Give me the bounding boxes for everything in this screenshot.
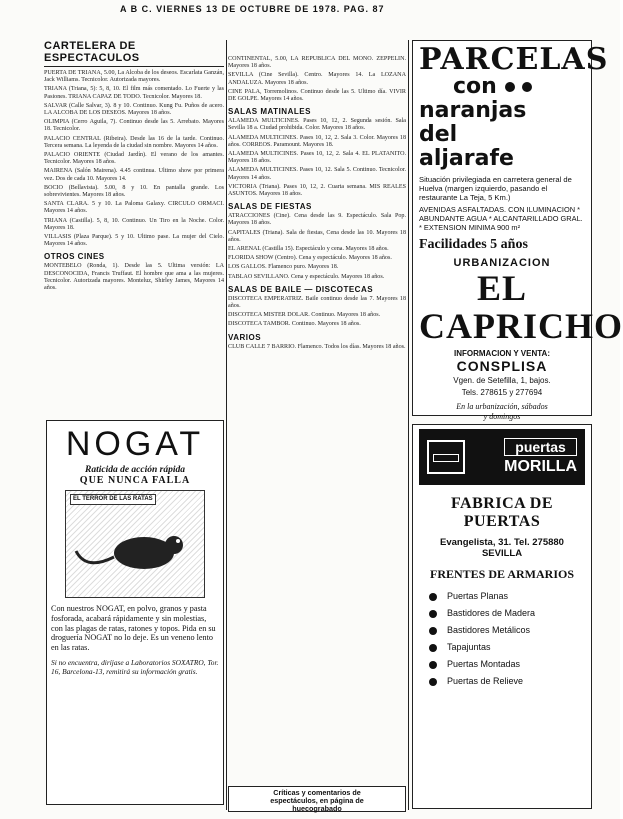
door-icon: [427, 440, 465, 474]
listing-item: ALAMEDA MULTICINES. Pases 10, 12. Sala 5. Continuo. Tecnicolor. Mayores 14 años.: [228, 167, 406, 181]
listing-item: ALAMEDA MULTICINES. Pases 10, 12, 2. Sala 4. EL PLATANITO. Mayores 18 años.: [228, 151, 406, 165]
parcelas-company: CONSPLISA: [456, 358, 548, 375]
orange-icon: [505, 82, 515, 92]
nogat-illustration: [65, 490, 205, 598]
list-item-label: Puertas Planas: [447, 591, 509, 601]
listing-item: ALAMEDA MULTICINES. Pases 10, 12, 2. Sala 3. Color. Mayores 18 años. CORREOS. Paramount. Mayores 18.: [228, 134, 406, 148]
parcelas-location-text: Situación privilegiada en carretera general de Huelva (margen izquierdo, pasando el restaurante La Teja, 5 Km.): [419, 175, 572, 202]
puertas-frentes: FRENTES DE ARMARIOS: [429, 567, 575, 581]
listing-item: DISCOTECA TAMBOR. Continuo. Mayores 18 años.: [228, 321, 361, 328]
listing-item: DISCOTECA MISTER DOLAR. Continuo. Mayores 18 años.: [228, 312, 381, 319]
page-header: A B C. VIERNES 13 DE OCTUBRE DE 1978. PAG. 87: [120, 4, 385, 14]
listing-item: VILLASIS (Plaza Parque). 5 y 10. Ultimo pase. La mujer del Cielo. Mayores 14 años.: [44, 234, 224, 248]
list-item: [429, 588, 585, 605]
nogat-ad: [46, 420, 224, 805]
listing-item: DISCOTECA EMPERATRIZ. Baile continuo desde las 7. Mayores 18 años.: [228, 295, 406, 310]
bullet-icon: [429, 627, 437, 635]
parcelas-urbanizacion: URBANIZACION: [453, 257, 551, 270]
bullet-icon: [429, 644, 437, 652]
puertas-city: SEVILLA: [481, 548, 523, 559]
criticas-box: [228, 786, 406, 812]
rat-illustration-icon: [66, 491, 204, 597]
listing-item: TABLAO SEVILLANO. Cena y espectáculo. Mayores 18 años.: [228, 273, 385, 280]
listing-item: TRIANA (Castilla). 5, 8, 10. Continuo. Un Tiro en la Noche. Color. Mayores 18.: [44, 217, 224, 231]
list-item-label: Tapajuntas: [447, 642, 491, 652]
list-item: [429, 605, 585, 622]
puertas-list: [419, 588, 585, 690]
criticas-line: espectáculos, en página de: [270, 796, 364, 805]
listing-item: PALACIO ORIENTE (Ciudad Jardín). El verano de los amantes. Tecnicolor. Mayores 18 años.: [44, 152, 224, 166]
listing-item: EL ARENAL (Castilla 15). Espectáculo y cena. Mayores 18 años.: [228, 246, 389, 253]
listing-item: MAIRENA (Salón Mairena). 4.45 continua. Ultimo show por primera vez. Dos de cada 10. Mayores 14.: [44, 168, 224, 182]
listing-item: CAPITALES (Triana). Sala de fiestas, Cena desde las 10. Mayores 18 años.: [228, 229, 406, 243]
baile-title: SALAS DE BAILE — DISCOTECAS: [228, 284, 374, 294]
fiestas-title: SALAS DE FIESTAS: [228, 202, 312, 212]
nogat-title: NOGAT: [65, 425, 205, 463]
listing-item: SEVILLA (Cine Sevilla). Centro. Mayores 14. La LOZANA ANDALUZA. Mayores 18 años.: [228, 72, 406, 86]
parcelas-del: del: [419, 122, 458, 147]
listing-item: LOS GALLOS. Flamenco puro. Mayores 18.: [228, 264, 339, 271]
listing-item: MONTEBELO (Ronda, 1). Desde las 5. Ultima versión: LA DESCONOCIDA, Francis Truffaut. El hombre que ama a las mujeres. Tecnicolor. Autorizada mayores. Monteluz, Shirley James, Mayores 14 años.: [44, 263, 224, 292]
cartelera-column-middle: [228, 56, 406, 810]
otros-cines-title: OTROS CINES: [44, 252, 105, 262]
list-item-label: Bastidores de Madera: [447, 608, 536, 618]
bullet-icon: [429, 593, 437, 601]
parcelas-capricho: EL CAPRICHO: [419, 268, 623, 347]
matinales-title: SALAS MATINALES: [228, 107, 311, 117]
parcelas-address: Vgen. de Setefilla, 1, bajos.: [453, 376, 551, 386]
nogat-body: Con nuestros NOGAT, en polvo, granos y pasta fosforada, acabará rápidamente y sin molestias, con las plagas de ratas, ratones y topos. Pida en su droguería NOGAT no lo deje. Es un veneno lento en las ratas.: [51, 604, 216, 653]
listing-item: CONTINENTAL, 5.00, LA REPUBLICA DEL MONO. ZEPPELIN. Mayores 18 años.: [228, 56, 406, 70]
listing-item: SALVAR (Calle Salvar, 3). 8 y 10. Continuo. Kung Fu. Puños de acero. LA ALCOBA DE LOS DESEOS. Mayores 18 años.: [44, 102, 224, 117]
listing-item: CLUB CALLE 7 BARRIO. Flamenco. Todos los días. Mayores 18 años.: [228, 343, 406, 350]
list-item: [429, 656, 585, 673]
list-item: [429, 673, 585, 690]
listing-item: TRIANA (Triana, 5): 5, 8, 10. El film más comentado. Lo Fuerte y las Pasiones. TRIANA CAPAZ DE TODO. Tecnicolor. Mayores 18.: [44, 86, 224, 100]
listing-item: PUERTA DE TRIANA, 5.00, La Alcoba de los deseos. Escarlata Ganzán, Jack Williams. Tecnicolor. Autorizada mayores.: [44, 70, 224, 84]
listing-item: BOCIO (Bellavista). 5.00, 8 y 10. En pantalla grande. Los sobrevivientes. Mayores 18 años.: [44, 184, 224, 199]
parcelas-naranjas: naranjas: [419, 98, 527, 123]
parcelas-aljarafe: aljarafe: [419, 146, 514, 171]
bullet-icon: [429, 661, 437, 669]
parcelas-info-label: INFORMACION Y VENTA:: [453, 349, 550, 359]
list-item-label: Bastidores Metálicos: [447, 625, 531, 635]
list-item: [429, 639, 585, 656]
bullet-icon: [429, 610, 437, 618]
parcelas-features-text: AVENIDAS ASFALTADAS. CON ILUMINACION * ABUNDANTE AGUA * ALCANTARILLADO GRAL. * EXTENSION MINIMA 900 m²: [419, 205, 583, 232]
parcelas-title: PARCELAS: [419, 42, 609, 77]
puertas-brand-bottom: MORILLA: [504, 458, 577, 475]
parcelas-con: [453, 75, 585, 99]
parcelas-ad: [412, 40, 623, 422]
nogat-subtitle: Raticida de acción rápida: [84, 465, 185, 475]
parcelas-note: y domingos: [483, 412, 521, 422]
criticas-line: Críticas y comentarios de: [273, 788, 361, 797]
puertas-brand-top: puertas: [504, 438, 577, 456]
orange-icon: [522, 82, 532, 92]
puertas-morilla-ad: [412, 424, 592, 809]
listing-item: OLIMPIA (Cerro Aguila, 7). Continuo desde las 5. Arrebato. Mayores 18. Tecnicolor.: [44, 119, 224, 133]
parcelas-con-text: con: [453, 74, 497, 99]
nogat-footer: Si no encuentra, diríjase a Laboratorios SOXATRO, Tor. 16, Barcelona-13, remitirá su información gratis.: [51, 657, 219, 676]
listing-item: VICTORIA (Triana). Pases 10, 12, 2. Cuarta semana. MIS REALES ASUNTOS. Mayores 18 años.: [228, 183, 406, 198]
puertas-fabrica: FABRICA DE PUERTAS: [450, 495, 554, 530]
nogat-illus-tag: EL TERROR DE LAS RATAS: [70, 494, 156, 505]
puertas-header: [419, 429, 585, 485]
listing-item: ATRACCIONES (Cine). Cena desde las 9. Espectáculo. Sala Pop. Mayores 18 años.: [228, 213, 406, 227]
listing-item: CINE PALA, Torremolinos. Continuo desde las 5. Ultimo día. VIVIR DE GOLPE. Mayores 14 años.: [228, 88, 406, 103]
listing-item: ALAMEDA MULTICINES. Pases 10, 12, 2. Segunda sesión. Sala Sevilla 18 a. Ciudad prohibida. Color. Mayores 18 años.: [228, 118, 406, 132]
list-item: [429, 622, 585, 639]
listing-item: PALACIO CENTRAL (Ribeira). Desde las 16 de la tarde. Continuo. Tercera semana. La leyenda de la ciudad sin nombre. Mayores 14 años.: [44, 135, 224, 149]
parcelas-note: En la urbanización, sábados: [456, 402, 548, 412]
cartelera-list-left: [44, 70, 224, 248]
puertas-brand: [504, 438, 577, 476]
cartelera-title: CARTELERA DE ESPECTACULOS: [44, 40, 224, 67]
bullet-icon: [429, 678, 437, 686]
parcelas-facilidades: Facilidades 5 años: [419, 237, 528, 253]
list-item-label: Puertas Montadas: [447, 659, 521, 669]
criticas-line: huecograbado: [292, 804, 342, 813]
puertas-address: Evangelista, 31. Tel. 275880: [440, 537, 564, 548]
listing-item: SANTA CLARA. 5 y 10. La Paloma Galaxy. CIRCULO ORMACI. Mayores 14 años.: [44, 201, 224, 215]
column-divider: [408, 40, 409, 810]
parcelas-phones: Tels. 278615 y 277694: [461, 388, 543, 398]
nogat-slogan: QUE NUNCA FALLA: [79, 475, 191, 486]
varios-title: VARIOS: [228, 332, 262, 342]
list-item-label: Puertas de Relieve: [447, 676, 524, 686]
listing-item: FLORIDA SHOW (Centro). Cena y espectáculo. Mayores 18 años.: [228, 255, 392, 262]
column-divider: [226, 40, 227, 810]
